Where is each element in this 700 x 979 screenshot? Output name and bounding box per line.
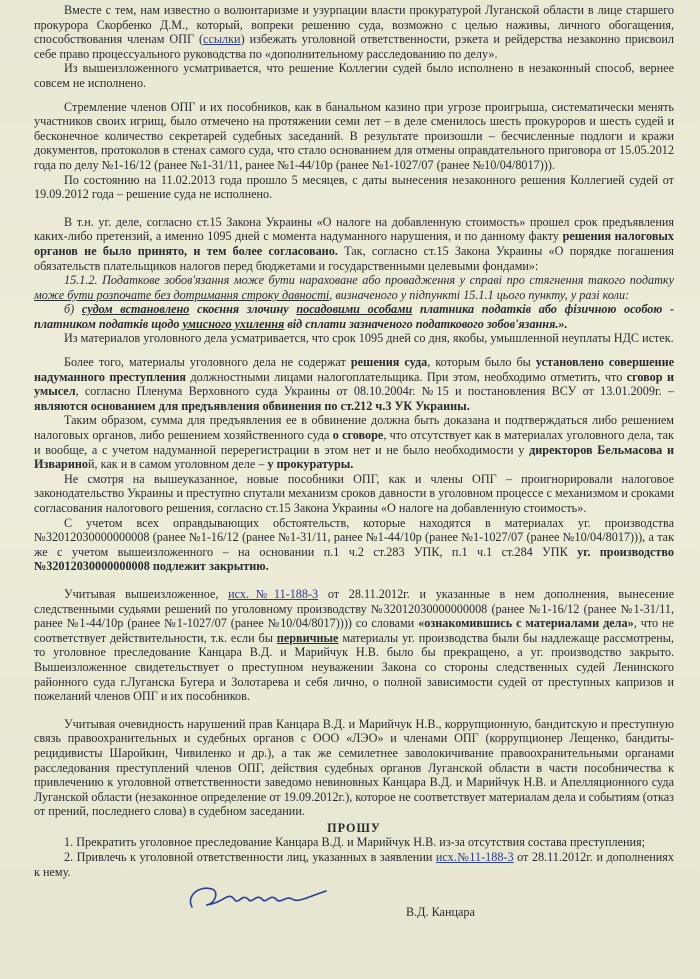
- reference-link[interactable]: исх.№11-188-3: [228, 586, 319, 601]
- paragraph-12: С учетом всех оправдывающих обстоятельств, которые находятся в материалах уг. производства №32012030000000008 (ранее №1-16/12 (ранее №1-31/11, ранее №1-44/10р (ранее №1-1027/07 (ранее №10/04/8017))), а так же с учетом вышеизложенного – на основании п.1 ч.2 ст.283 УПК, п.1 ч.1 ст.284 УПК уг. производство №32012030000000008 подлежит закрытию.: [34, 515, 674, 574]
- paragraph-10: Таким образом, сумма для предъявления ее в обвинение должна быть доказана и подтверждаться либо решением налоговых органов, либо решением хозяйственного суда о сговоре, что отсутствует как в материалах уголовного дела, так и вообще, а с учетом надуманной перерегистрации в этом нет и не было необходимости у директоров Бельмасова и Извариной, как и в самом уголовном деле – у прокуратуры.: [34, 413, 674, 472]
- paragraph-3: Стремление членов ОПГ и их пособников, как в банальном казино при угрозе проигрыша, систематически менять участников своих игрищ, было отмечено на протяжении семи лет – в деле сменилось шесть прокуроров и шесть судей и бесконечное количество секретарей судебных заседаний. В результате произошли – бесчисленные подлоги и кражи документов, протоколов в стенах самого суда, что стало основанием для отмены оправдательного приговора от 15.05.2012 года по делу №1-16/12 (ранее №1-31/11, ранее №1-44/10р (ранее №1-1027/07 (ранее №10/04/8017))).: [34, 99, 674, 172]
- paragraph-1: Вместе с тем, нам известно о волюнтаризме и узурпации власти прокуратурой Луганской области в лице старшего прокурора Скорбенко Д.М., который, вопреки решению суда, возможно с целью наживы, личного обогащения, способствования членам ОПГ (ссылки) избежать уголовной ответственности, рэкета и рейдерства незаконно присвоил себе право процессуального руководства по «дополнительному расследованию по делу».: [34, 3, 674, 61]
- request-item-1: 1. Прекратить уголовное преследование Канцара В.Д. и Марийчук Н.В. из-за отсутствия состава преступления;: [64, 835, 646, 850]
- paragraph-8: Из материалов уголовного дела усматривается, что срок 1095 дней со дня, якобы, умышленной неуплаты НДС истек.: [64, 331, 674, 346]
- paragraph-5: В т.н. уг. деле, согласно ст.15 Закона Украины «О налоге на добавленную стоимость» прошел срок предъявления каких-либо претензий, а именно 1095 дней с момента надуманного нарушения, и по данному факту решения налоговых органов не было принято, и тем более согласовано. Так, согласно ст.15 Закона Украины «О порядке погашения обязательств плательщиков налогов перед бюджетами и государственными целевыми фондами»:: [34, 214, 675, 273]
- paragraph-14: Учитывая очевидность нарушений прав Канцара В.Д. и Марийчук Н.В., коррупционную, бандитскую и преступную связь правоохранительных и судебных органов с ООО «ЛЭО» и членами ОПГ (коррупционер Лещенко, бандиты-рецидивисты Шаройкин, Чивиленко и др.), а так же семилетнее заволокичивание правоохранительными органами расследования преступлений членов ОПГ, действия судебных органов Луганской области в части пособничества к привлечению к уголовной ответственности заведомо невиновных Канцара В.Д. и Марийчук Н.В. и Апелляционного суда Луганской области (незаконное определение от 19.09.2012г.), которое не соответствует материалам дела и событиям (отказ от прений, последнего слова) в судебном заседании.: [34, 716, 674, 819]
- document-body: [34, 3, 674, 923]
- paragraph-13: Учитывая вышеизложенное, исх.№11-188-3 от 28.11.2012г. и указанные в нем дополнения, вынесение следственными судьями решений по уголовному производству №32012030000000008 (ранее №1-16/12 (ранее №1-31/11, ранее №1-44/10р (ранее №1-1027/07 (ранее №10/04/8017)))) со словами «ознакомившись с материалами дела», что не соответствует действительности, т.к. если бы первичные материалы уг. производства были бы надлежаще рассмотрены, то уголовное преследование Канцара В.Д. и Марийчук Н.В. было бы прекращено, а уг. производство закрыто. Вышеизложенное свидетельствует о преступном неуважении Закона со стороны следственных судей Ленинского районного суда г.Луганска Бугера и Золотарева и себя лично, о полной зависимости судей от преступных капризов и пожеланий членов ОПГ и их пособников.: [34, 586, 675, 704]
- paragraph-9: Более того, материалы уголовного дела не содержат решения суда, которым было бы установлено совершение надуманного преступления должностными лицами налогоплательщика. При этом, необходимо отметить, что сговор и умысел, согласно Пленума Верховного суда Украины от 08.10.2004г. №15 и постановления ВСУ от 13.01.2009г. – являются основанием для предъявления обвинения по ст.212 ч.3 УК Украины.: [34, 355, 675, 413]
- request-heading: ПРОШУ: [327, 820, 381, 835]
- reference-link[interactable]: исх.№11-188-3: [435, 850, 514, 865]
- handwritten-signature: [184, 879, 334, 919]
- paragraph-4: По состоянию на 11.02.2013 года прошло 5 месяцев, с даты вынесения незаконного решения Коллегией судей от 19.09.2012 года – решение суда не исполнено.: [34, 172, 674, 202]
- quote-clause-b: б) судом встановлено скоєння злочину посадовими особами платника податків або фізичною особою - платником податків щодо умисного ухилення від сплати зазначеного податкового зобов'язання.».: [34, 302, 675, 331]
- paragraph-11: Не смотря на вышеуказанное, новые пособники ОПГ, как и члены ОПГ – проигнорировали налоговое законодательство Украины и преступно спутали механизм сроков давности в уголовном процессе с механизмом и сроками согласования налогового решения, согласно ст.15 Закона Украины «О налоге на добавленную стоимость».: [34, 471, 674, 515]
- signature-block: [34, 879, 674, 923]
- signer-name: В.Д. Канцара: [406, 905, 475, 920]
- paragraph-2: Из вышеизложенного усматривается, что решение Коллегии судей было исполнено в незаконный способ, вернее совсем не исполнено.: [34, 61, 674, 90]
- request-item-2: 2. Привлечь к уголовной ответственности лиц, указанных в заявлении исх.№11-188-3 от 28.11.2012г. и дополнениях к нему.: [34, 850, 674, 879]
- quote-15-1-2: 15.1.2. Податкове зобов'язання може бути нараховане або провадження у справі про стягнення такого податку може бути розпочате без дотримання строку давності, визначеного у підпункті 15.1.1 цього пункту, у разі коли:: [34, 273, 674, 302]
- reference-link[interactable]: ссылки: [203, 32, 241, 47]
